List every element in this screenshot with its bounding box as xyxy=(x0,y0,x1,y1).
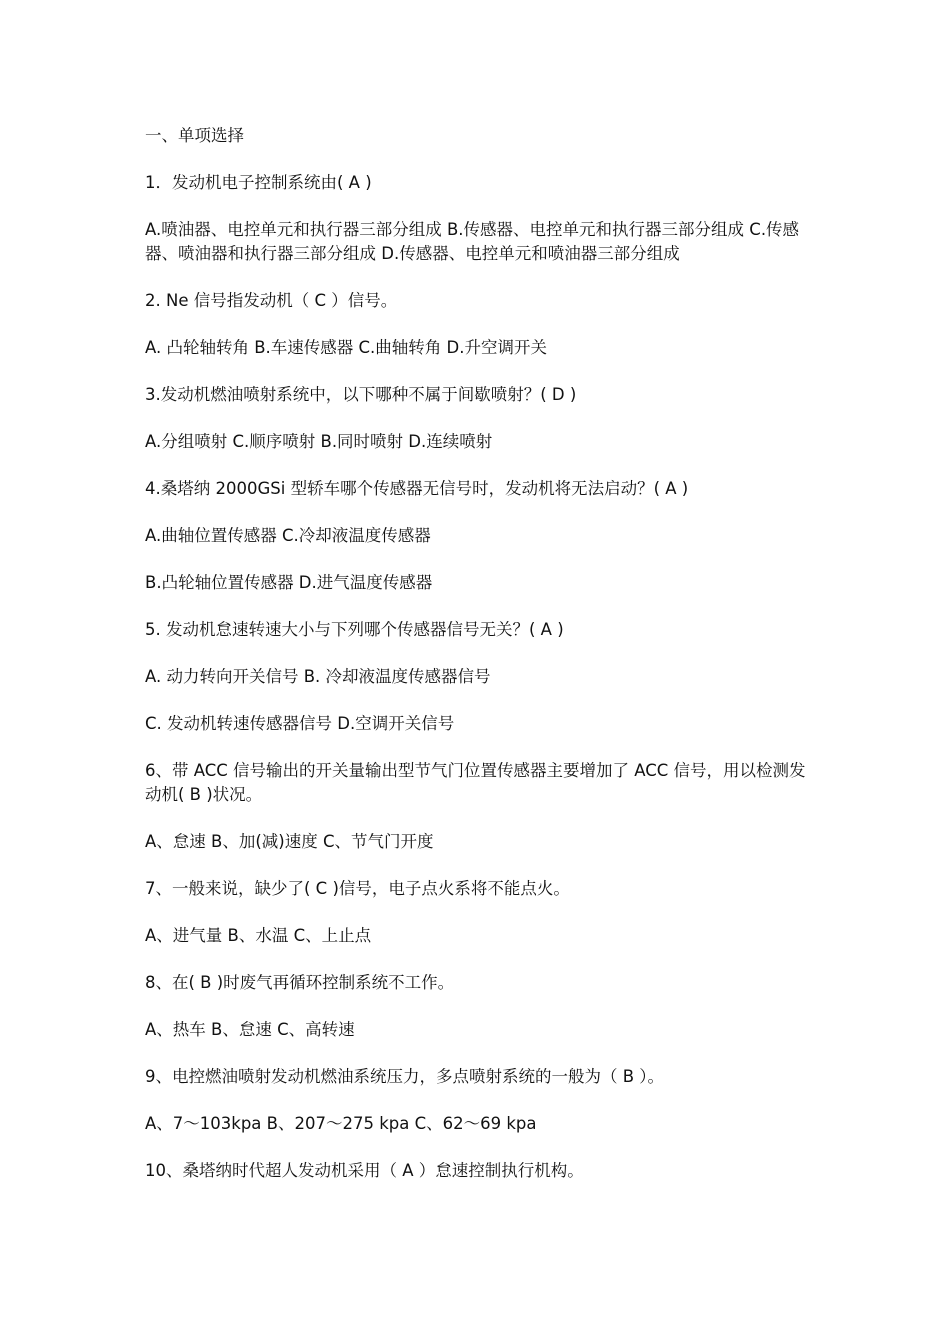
question-2: 2. Ne 信号指发动机（ C ）信号。 xyxy=(145,291,398,310)
question-8-options: A、热车 B、怠速 C、高转速 xyxy=(145,1020,355,1039)
question-1: 1．发动机电子控制系统由( A ) xyxy=(145,173,372,192)
question-5-options-line-2: C. 发动机转速传感器信号 D.空调开关信号 xyxy=(145,714,455,733)
question-3-options: A.分组喷射 C.顺序喷射 B.同时喷射 D.连续喷射 xyxy=(145,432,493,451)
question-7: 7、一般来说，缺少了( C )信号，电子点火系将不能点火。 xyxy=(145,879,570,898)
question-1-options: A.喷油器、电控单元和执行器三部分组成 B.传感器、电控单元和执行器三部分组成 C.传感器、喷油器和执行器三部分组成 D.传感器、电控单元和喷油器三部分组成 xyxy=(145,220,800,263)
question-5: 5. 发动机怠速转速大小与下列哪个传感器信号无关？( A ) xyxy=(145,620,564,639)
question-4-options-line-1: A.曲轴位置传感器 C.冷却液温度传感器 xyxy=(145,526,431,545)
question-5-options-line-1: A. 动力转向开关信号 B. 冷却液温度传感器信号 xyxy=(145,667,491,686)
question-9-options: A、7～103kpa B、207～275 kpa C、62～69 kpa xyxy=(145,1114,537,1133)
question-2-options: A. 凸轮轴转角 B.车速传感器 C.曲轴转角 D.升空调开关 xyxy=(145,338,548,357)
document-body xyxy=(145,124,813,1206)
question-4-options-line-2: B.凸轮轴位置传感器 D.进气温度传感器 xyxy=(145,573,433,592)
question-8: 8、在( B )时废气再循环控制系统不工作。 xyxy=(145,973,455,992)
question-9: 9、电控燃油喷射发动机燃油系统压力，多点喷射系统的一般为（ B ）。 xyxy=(145,1067,665,1086)
question-6: 6、带 ACC 信号输出的开关量输出型节气门位置传感器主要增加了 ACC 信号，用以检测发动机( B )状况。 xyxy=(145,761,806,804)
section-heading: 一、单项选择 xyxy=(145,126,244,145)
question-3: 3.发动机燃油喷射系统中，以下哪种不属于间歇喷射？( D ) xyxy=(145,385,577,404)
question-10: 10、桑塔纳时代超人发动机采用（ A ）怠速控制执行机构。 xyxy=(145,1161,584,1180)
question-6-options: A、怠速 B、加(减)速度 C、节气门开度 xyxy=(145,832,434,851)
question-7-options: A、进气量 B、水温 C、上止点 xyxy=(145,926,372,945)
question-4: 4.桑塔纳 2000GSi 型轿车哪个传感器无信号时，发动机将无法启动？( A ) xyxy=(145,479,689,498)
